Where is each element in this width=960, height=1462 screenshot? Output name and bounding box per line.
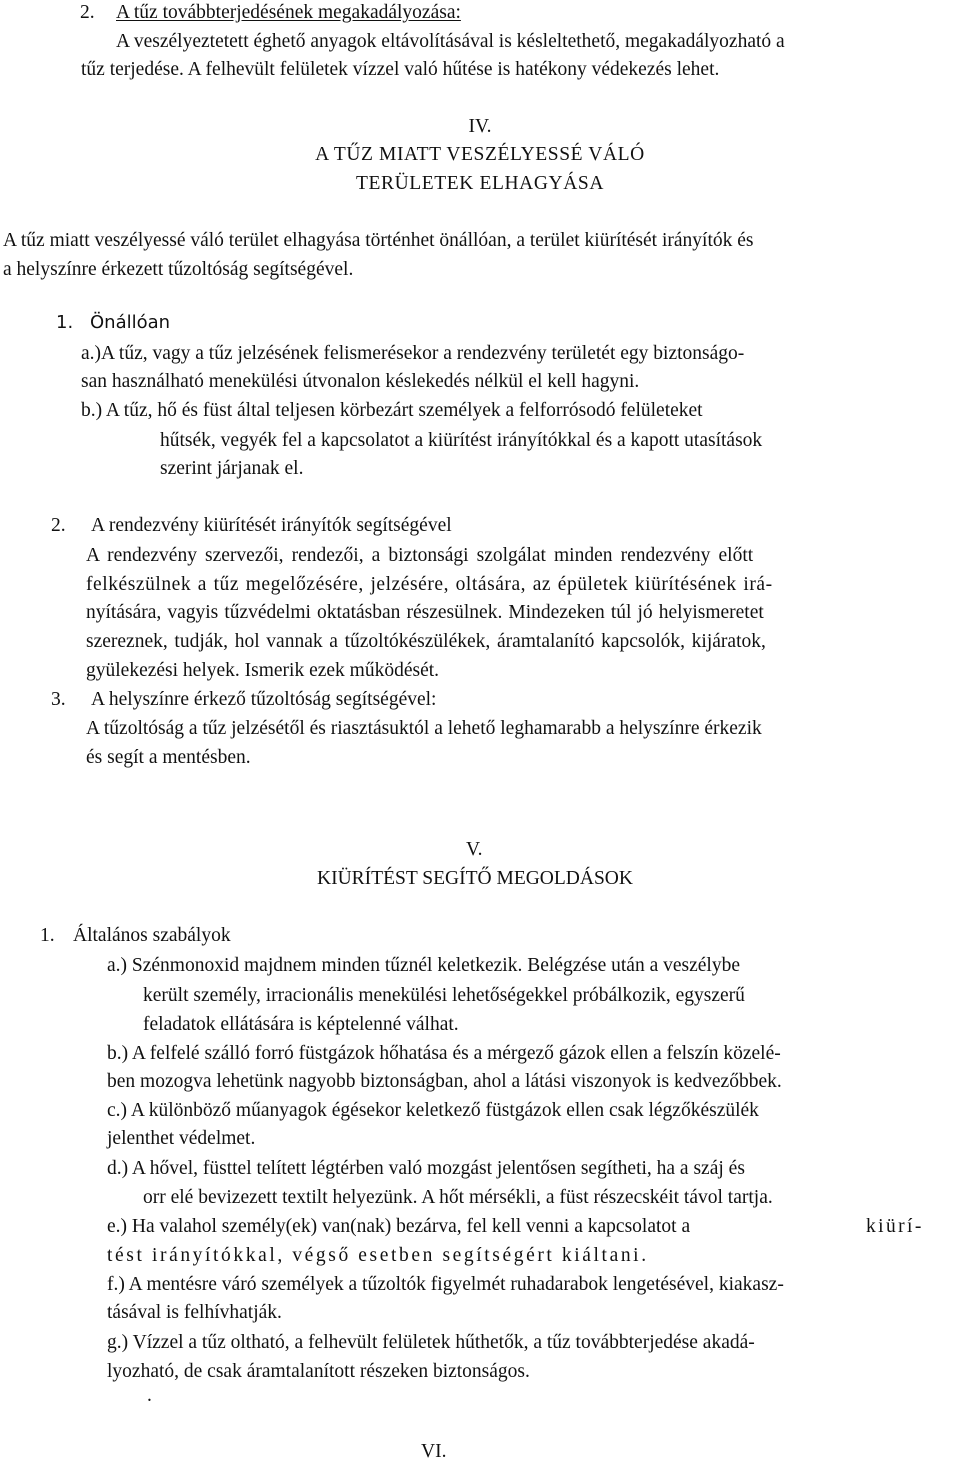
paragraph-line: a helyszínre érkezett tűzoltóság segítségével.	[3, 259, 354, 280]
paragraph-line: nyítására, vagyis tűzvédelmi oktatásban részesülnek. Mindezeken túl jó helyismeretet	[86, 602, 764, 623]
chapter-number: VI.	[421, 1441, 447, 1462]
item-number: 1.	[56, 312, 74, 333]
list-item-line: tést irányítókkal, végső esetben segítségért kiáltani.	[107, 1245, 649, 1266]
list-item-line: ben mozogva lehetünk nagyobb biztonságban, ahol a látási viszonyok is kedvezőbbek.	[107, 1071, 782, 1092]
list-item-line: d.) A hővel, füsttel telített légtérben való mozgást jelentősen segítheti, ha a száj és	[107, 1158, 745, 1179]
paragraph-line: A veszélyeztetett éghető anyagok eltávolításával is késleltethető, megakadályozható a	[116, 31, 785, 52]
paragraph-line: gyülekezési helyek. Ismerik ezek működését.	[86, 660, 440, 681]
chapter-title: KIÜRÍTÉST SEGÍTŐ MEGOLDÁSOK	[317, 868, 633, 889]
paragraph-line: felkészülnek a tűz megelőzésére, jelzésére, oltására, az épületek kiürítésének irá-	[86, 574, 773, 595]
list-item-line: kiürí-	[866, 1216, 924, 1237]
item-number: 3.	[51, 689, 66, 710]
item-title: Önállóan	[90, 312, 171, 333]
list-item-line: san használható menekülési útvonalon késlekedés nélkül el kell hagyni.	[81, 371, 640, 392]
list-item-line: c.) A különböző műanyagok égésekor keletkező füstgázok ellen csak légzőkészülék	[107, 1100, 759, 1121]
list-item-line: e.) Ha valahol személy(ek) van(nak) bezárva, fel kell venni a kapcsolatot a	[107, 1216, 691, 1237]
list-item-line: tásával is felhívhatják.	[107, 1302, 282, 1323]
list-item-line: került személy, irracionális menekülési lehetőségekkel próbálkozik, egyszerű	[143, 985, 745, 1006]
item-number: 1.	[40, 925, 55, 946]
chapter-title-line: A TŰZ MIATT VESZÉLYESSÉ VÁLÓ	[315, 144, 645, 165]
list-item-line: feladatok ellátására is képtelenné válhat.	[143, 1014, 459, 1035]
item-title: A helyszínre érkező tűzoltóság segítségével:	[91, 689, 437, 710]
item-title: Általános szabályok	[73, 925, 231, 946]
section-number: 2.	[80, 2, 95, 23]
list-item-line: orr elé bevizezett textilt helyezünk. A hőt mérsékli, a füst részecskéit távol tartja.	[143, 1187, 773, 1208]
item-title: A rendezvény kiürítését irányítók segítségével	[91, 515, 452, 536]
stray-dot: .	[147, 1385, 152, 1406]
list-item-line: jelenthet védelmet.	[107, 1128, 256, 1149]
paragraph-line: és segít a mentésben.	[86, 747, 251, 768]
list-item-line: f.) A mentésre váró személyek a tűzoltók figyelmét ruhadarabok lengetésével, kiakasz-	[107, 1274, 784, 1295]
list-item-line: a.) Szénmonoxid majdnem minden tűznél keletkezik. Belégzése után a veszélybe	[107, 955, 740, 976]
section-title: A tűz továbbterjedésének megakadályozása:	[116, 2, 461, 23]
list-item-line: b.) A tűz, hő és füst által teljesen körbezárt személyek a felforrósodó felületeket	[81, 400, 703, 421]
chapter-number: IV.	[468, 116, 492, 137]
chapter-number: V.	[466, 839, 483, 860]
list-item-line: szerint járjanak el.	[160, 458, 304, 479]
item-number: 2.	[51, 515, 66, 536]
list-item-line: g.) Vízzel a tűz oltható, a felhevült felületek hűthetők, a tűz továbbterjedése akadá-	[107, 1332, 755, 1353]
paragraph-line: szereznek, tudják, hol vannak a tűzoltókészülékek, áramtalanító kapcsolók, kijáratok,	[86, 631, 766, 652]
chapter-title-line: TERÜLETEK ELHAGYÁSA	[355, 173, 605, 194]
paragraph-line: A rendezvény szervezői, rendezői, a biztonsági szolgálat minden rendezvény előtt	[86, 545, 754, 566]
paragraph-line: tűz terjedése. A felhevült felületek vízzel való hűtése is hatékony védekezés lehet.	[81, 59, 720, 80]
list-item-line: lyozható, de csak áramtalanított részeken biztonságos.	[107, 1361, 530, 1382]
list-item-line: hűtsék, vegyék fel a kapcsolatot a kiürítést irányítókkal és a kapott utasítások	[160, 430, 763, 451]
list-item-line: a.)A tűz, vagy a tűz jelzésének felismerésekor a rendezvény területét egy biztonságo-	[81, 343, 745, 364]
paragraph-line: A tűz miatt veszélyessé váló terület elhagyása történhet önállóan, a terület kiürítését irányítók és	[3, 230, 754, 251]
paragraph-line: A tűzoltóság a tűz jelzésétől és riasztásuktól a lehető leghamarabb a helyszínre érkezik	[86, 718, 762, 739]
list-item-line: b.) A felfelé szálló forró füstgázok hőhatása és a mérgező gázok ellen a felszín közelé-	[107, 1043, 781, 1064]
